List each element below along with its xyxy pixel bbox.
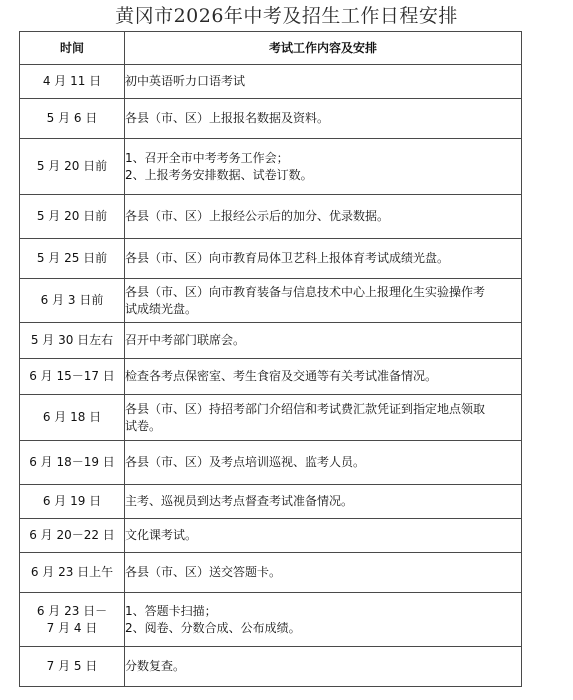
content-text: 文化课考试。 <box>125 528 198 542</box>
table-row <box>20 239 522 279</box>
time-text: 5 月 20 日前 <box>36 209 108 223</box>
content-text: 各县（市、区）上报经公示后的加分、优录数据。 <box>125 209 390 223</box>
content-cell <box>125 99 522 139</box>
time-text: 5 月 20 日前 <box>36 159 108 173</box>
table-row <box>20 593 522 647</box>
schedule-table <box>19 31 522 687</box>
time-cell <box>20 99 125 139</box>
content-cell <box>125 553 522 593</box>
header-row <box>20 32 522 65</box>
content-text: 各县（市、区）向市教育装备与信息技术中心上报理化生实验操作考 <box>125 284 486 299</box>
content-cell <box>125 441 522 485</box>
time-cell <box>20 359 125 395</box>
content-cell <box>125 195 522 239</box>
content-cell <box>125 395 522 441</box>
table-row <box>20 519 522 553</box>
content-text: 1、召开全市中考考务工作会； <box>125 150 289 165</box>
time-cell <box>20 65 125 99</box>
content-cell <box>125 593 522 647</box>
content-text: 试成绩光盘。 <box>125 301 198 316</box>
time-cell <box>20 441 125 485</box>
content-text: 1、答题卡扫描； <box>125 603 217 618</box>
time-cell <box>20 519 125 553</box>
content-cell <box>125 239 522 279</box>
table-row <box>20 65 522 99</box>
time-text: 6 月 23 日－ <box>36 603 108 618</box>
time-text: 6 月 19 日 <box>42 494 102 508</box>
time-text: 6 月 18 日 <box>42 410 102 424</box>
time-cell <box>20 553 125 593</box>
time-text: 7 月 4 日 <box>46 620 98 635</box>
content-cell <box>125 519 522 553</box>
table-row <box>20 441 522 485</box>
content-text: 试卷。 <box>125 418 162 433</box>
content-text: 各县（市、区）上报报名数据及资料。 <box>125 111 330 125</box>
time-cell <box>20 139 125 195</box>
time-cell <box>20 647 125 687</box>
time-text: 6 月 18－19 日 <box>29 455 115 469</box>
time-text: 4 月 11 日 <box>42 74 102 88</box>
header-time: 时间 <box>20 32 125 65</box>
table-row <box>20 195 522 239</box>
content-text: 召开中考部门联席会。 <box>125 333 246 347</box>
table-row <box>20 323 522 359</box>
time-cell <box>20 195 125 239</box>
time-cell <box>20 239 125 279</box>
content-cell <box>125 65 522 99</box>
content-text: 分数复查。 <box>125 659 186 673</box>
content-text: 各县（市、区）送交答题卡。 <box>125 565 282 579</box>
table-row <box>20 139 522 195</box>
table-row <box>20 485 522 519</box>
content-text: 各县（市、区）持招考部门介绍信和考试费汇款凭证到指定地点领取 <box>125 401 486 416</box>
content-text: 检查各考点保密室、考生食宿及交通等有关考试准备情况。 <box>125 369 438 383</box>
time-text: 6 月 20－22 日 <box>29 528 115 542</box>
time-text: 5 月 25 日前 <box>36 251 108 265</box>
content-cell <box>125 139 522 195</box>
time-cell <box>20 593 125 647</box>
content-text: 2、上报考务安排数据、试卷订数。 <box>125 167 313 182</box>
time-text: 6 月 23 日上午 <box>30 565 114 579</box>
content-cell <box>125 279 522 323</box>
time-text: 6 月 15－17 日 <box>29 369 115 383</box>
content-text: 初中英语听力口语考试 <box>125 74 246 88</box>
header-content: 考试工作内容及安排 <box>125 32 522 65</box>
time-text: 5 月 30 日左右 <box>30 333 114 347</box>
table-row <box>20 553 522 593</box>
content-text: 各县（市、区）及考点培训巡视、监考人员。 <box>125 455 366 469</box>
content-text: 各县（市、区）向市教育局体卫艺科上报体育考试成绩光盘。 <box>125 251 450 265</box>
time-cell <box>20 395 125 441</box>
table-row <box>20 279 522 323</box>
time-text: 6 月 3 日前 <box>40 293 104 307</box>
content-cell <box>125 647 522 687</box>
table-row <box>20 359 522 395</box>
time-cell <box>20 279 125 323</box>
page-title: 黄冈市2026年中考及招生工作日程安排 <box>115 5 458 27</box>
table-row <box>20 99 522 139</box>
table-row <box>20 647 522 687</box>
time-text: 5 月 6 日 <box>46 111 98 125</box>
content-cell <box>125 323 522 359</box>
table-row <box>20 395 522 441</box>
content-cell <box>125 359 522 395</box>
content-text: 主考、巡视员到达考点督查考试准备情况。 <box>125 494 354 508</box>
time-cell <box>20 485 125 519</box>
time-text: 7 月 5 日 <box>46 659 98 673</box>
content-cell <box>125 485 522 519</box>
time-cell <box>20 323 125 359</box>
content-text: 2、阅卷、分数合成、公布成绩。 <box>125 620 301 635</box>
